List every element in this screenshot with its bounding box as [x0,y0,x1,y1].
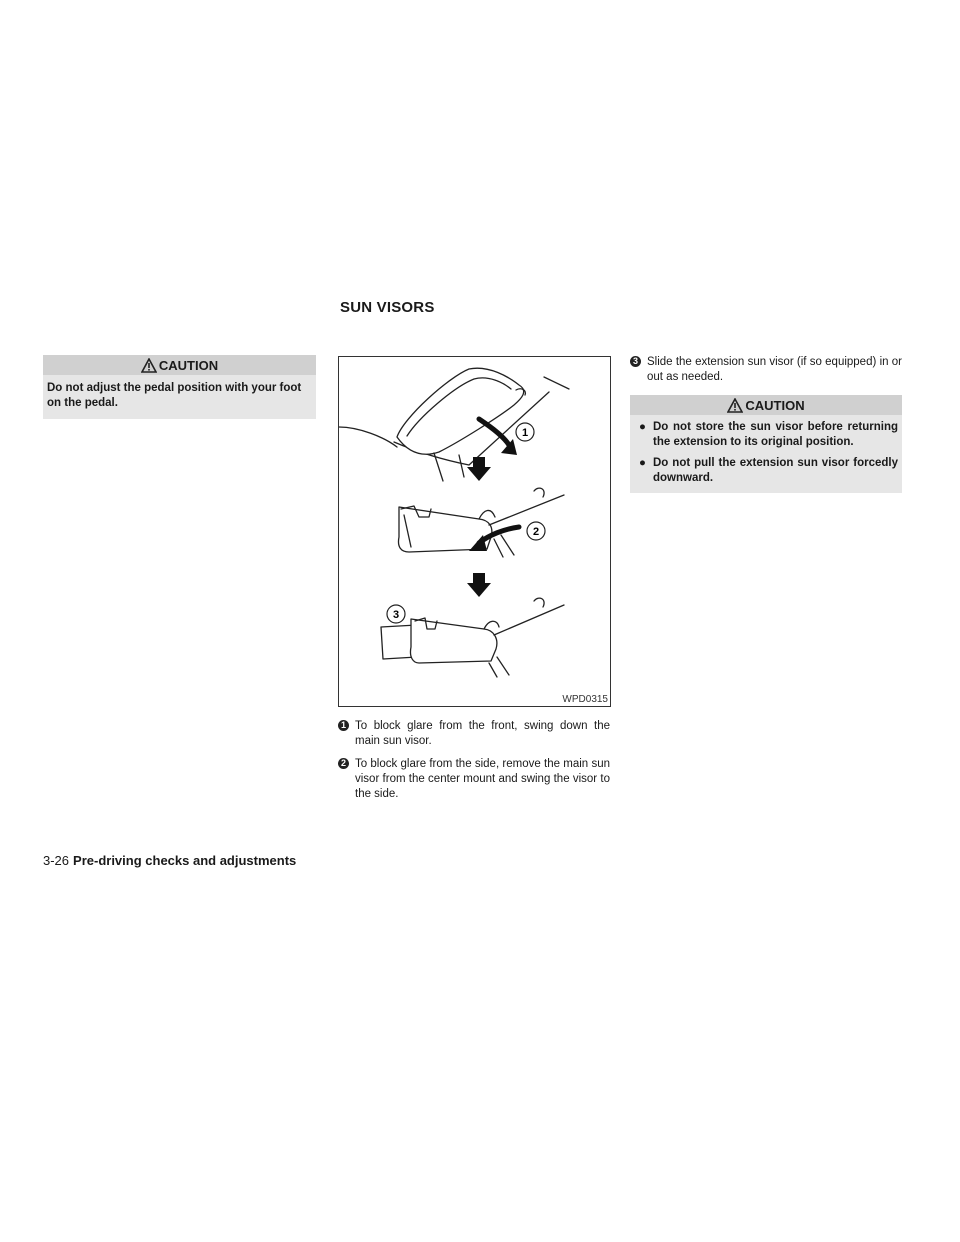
step-2 [338,757,610,802]
caution-header [630,395,902,415]
sun-visor-illustration [339,357,610,706]
caution-text: Do not adjust the pedal position with your foot on the pedal. [47,382,302,409]
bullet-dot: ● [639,421,646,433]
caution-box-sun-visor [630,395,902,493]
bullet-text: Do not pull the extension sun visor forcedly downward. [653,457,898,484]
step-text: Slide the extension sun visor (if so equipped) in or out as needed. [647,356,902,383]
svg-text:1: 1 [521,427,529,439]
bullet-text: Do not store the sun visor before returning the extension to its original position. [653,421,898,448]
bullet-dot: ● [639,457,646,469]
step-number-badge: 3 [630,356,641,367]
page-footer [43,853,296,868]
chapter-title: Pre-driving checks and adjustments [73,853,297,868]
page-number: 3-26 [43,853,70,868]
caution-box-pedal [43,355,316,419]
svg-text:3: 3 [392,609,400,621]
step-number-badge: 2 [338,758,349,769]
step-number-badge: 1 [338,720,349,731]
warning-triangle-icon [727,398,743,413]
section-title: SUN VISORS [340,299,435,316]
caution-title: CAUTION [745,397,805,413]
step-text: To block glare from the side, remove the main sun visor from the center mount and swing the visor to the side. [355,758,610,800]
sun-visor-figure [338,356,611,707]
caution-bullets [630,415,902,493]
caution-bullet [634,456,898,486]
warning-triangle-icon [141,358,157,373]
step-1 [338,719,610,749]
caution-title: CAUTION [158,357,219,373]
caution-bullet [634,420,898,450]
svg-text:2: 2 [532,526,540,538]
step-text: To block glare from the front, swing down the main sun visor. [355,720,610,747]
caution-header [43,355,316,375]
figure-code: WPD0315 [562,694,608,705]
step-3 [630,355,902,385]
